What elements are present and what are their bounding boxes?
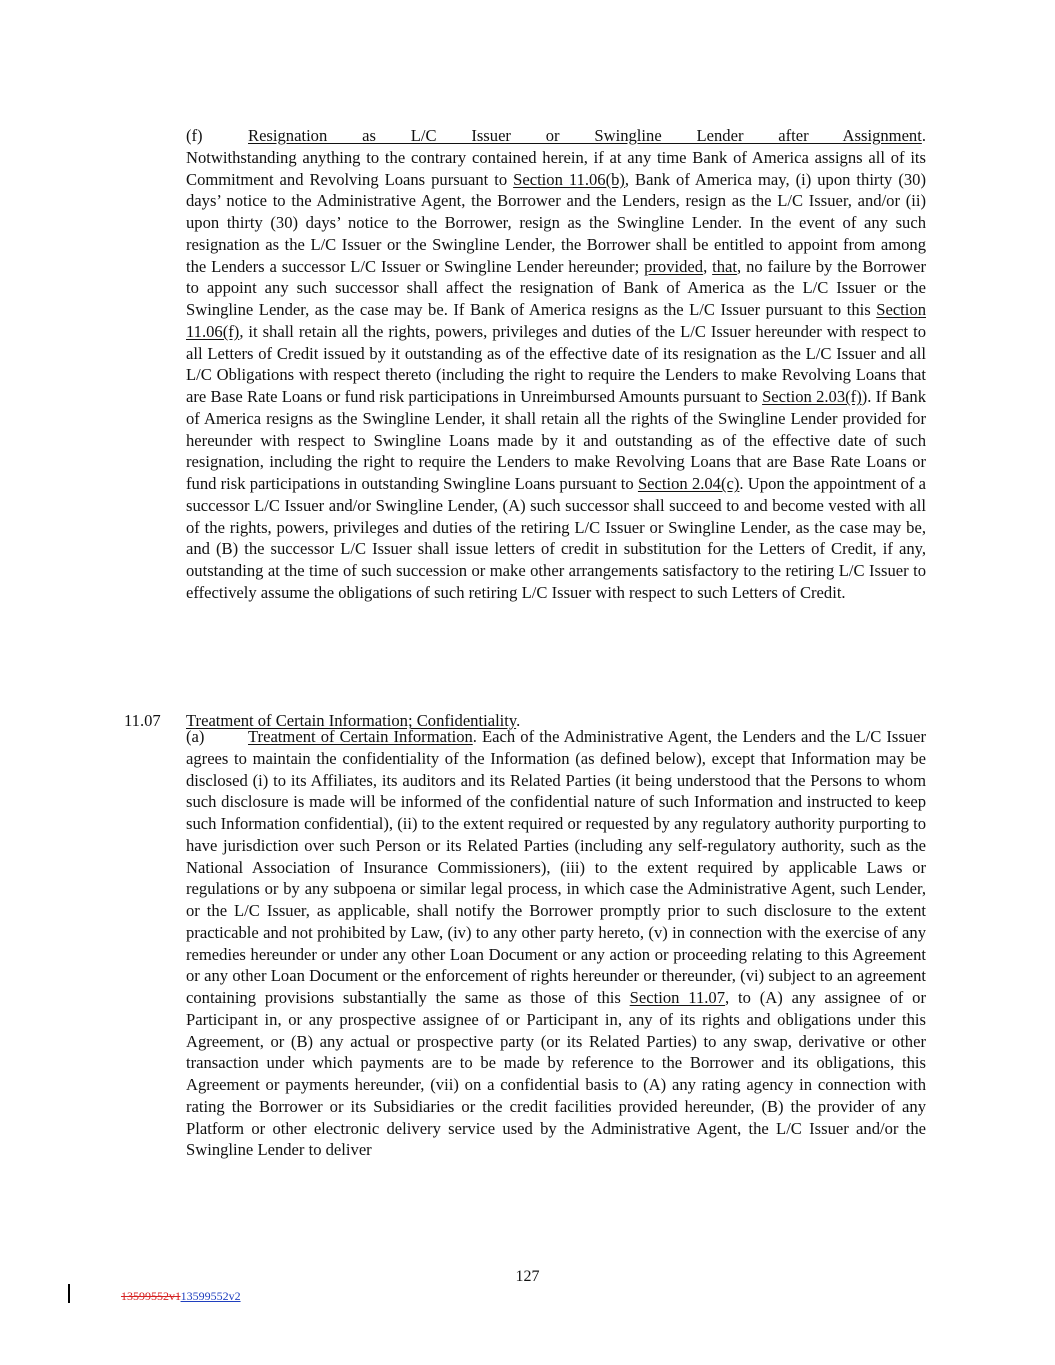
section-f-comma: , xyxy=(703,256,713,276)
document-id-new: 13599552v2 xyxy=(180,1289,241,1303)
section-a-title: Treatment of Certain Information xyxy=(248,727,473,746)
section-f-text-6: . Upon the appointment of a successor L/C Issuer and/or Swingline Lender, (A) such successor shall succeed to and become vested with all of the rights, powers, privileges and duties of the retiring L/C Issuer or Swingline Lender, as the case may be, and (B) the successor L/C Issuer shall issue letters of credit in substitution for the Letters of Credit, if any, outstanding at the time of such succession or make other arrangements satisfactory to the retiring L/C Issuer to effectively assume the obligations of such retiring L/C Issuer with respect to such Letters of Credit. xyxy=(186,474,926,602)
paragraph-section-a xyxy=(186,726,926,1161)
section-a-text-1: . Each of the Administrative Agent, the Lenders and the L/C Issuer agrees to maintain the confidentiality of the Information (as defined below), except that Information may be disclosed (i) to its Affiliates, its auditors and its Related Parties (it being understood that the Persons to whom such disclosure is made will be informed of the confidential nature of such Information and instructed to keep such Information confidential), (ii) to the extent required or requested by any regulatory authority purporting to have jurisdiction over such Person or its Related Parties (including any self-regulatory authority, such as the National Association of Insurance Commissioners), (iii) to the extent required by applicable Laws or regulations or by any subpoena or similar legal process, in which case the Administrative Agent, such Lender, or the L/C Issuer, as applicable, shall notify the Borrower promptly prior to such disclosure to the extent practicable and not prohibited by Law, (iv) to any other party hereto, (v) in connection with the exercise of any remedies hereunder or under any other Loan Document or any action or proceeding relating to this Agreement or any other Loan Document or the enforcement of rights hereunder or thereunder, (vi) subject to an agreement containing provisions substantially the same as those of this xyxy=(186,727,926,1007)
paragraph-section-f xyxy=(186,125,926,604)
section-a-text-2: , to (A) any assignee of or Participant in, or any prospective assignee of or Participant in, any of its rights and obligations under this Agreement, or (B) any actual or prospective party (or its Related Parties) to any swap, derivative or other transaction under which payments are to be made by reference to the Borrower and its obligations, this Agreement or payments hereunder, (vii) on a confidential basis to (A) any rating agency in connection with rating the Borrower or its Subsidiaries or the credit facilities provided hereunder, (B) the provider of any Platform or other electronic delivery service used by the Administrative Agent, the L/C Issuer and/or the Swingline Lender to deliver xyxy=(186,988,926,1160)
section-f-text-1: Notwithstanding anything to the contrary contained herein, if at any time Bank of America assigns all of its Commitment and Revolving Loans pursuant to xyxy=(186,147,926,189)
that-term: that xyxy=(712,256,738,276)
section-11-07-period: . xyxy=(516,711,521,730)
cross-reference-11-06-b: Section 11.06(b) xyxy=(513,169,625,189)
document-id-old: 13599552v1 xyxy=(121,1289,181,1303)
section-f-text-3: , no failure by the Borrower to appoint any such successor shall affect the resignation of Bank of America as the L/C Issuer or the Swingline Lender, as the case may be. If Bank of America resigns as the L/C Issuer pursuant to this xyxy=(186,256,926,319)
revision-change-bar xyxy=(68,1284,70,1303)
section-11-07-title: Treatment of Certain Information; Confidentiality xyxy=(186,711,517,730)
cross-reference-11-06-f: Section 11.06(f) xyxy=(186,300,926,341)
section-f-text-5: ). If Bank of America resigns as the Swingline Lender, it shall retain all the rights of the Swingline Lender provided for hereunder with respect to Swingline Loans made by it and outstanding as of the effective date of such resignation, including the right to require the Lenders to make Revolving Loans that are Base Rate Loans or fund risk participations in outstanding Swingline Loans pursuant to xyxy=(186,387,926,493)
section-f-heading-line: (f) Resignation as L/C Issuer or Swingline Lender after Assignment. xyxy=(186,126,926,145)
section-11-07-number: 11.07 xyxy=(124,711,161,730)
cross-reference-11-07: Section 11.07 xyxy=(629,988,726,1007)
provided-term: provided xyxy=(644,256,704,276)
section-f-text-4: , it shall retain all the rights, powers, privileges and duties of the L/C Issuer hereunder with respect to all Letters of Credit issued by it outstanding as of the effective date of its resignation as the L/C Issuer and all L/C Obligations with respect thereto (including the right to require the Lenders to make Revolving Loans that are Base Rate Loans or fund risk participations in Unreimbursed Amounts pursuant to xyxy=(186,321,926,406)
cross-reference-2-04-c: Section 2.04(c) xyxy=(637,474,740,493)
section-f-title: Resignation as L/C Issuer or Swingline Lender after Assignment xyxy=(248,126,922,145)
document-id xyxy=(121,1289,241,1304)
section-f-text-2: , Bank of America may, (i) upon thirty (30) days’ notice to the Administrative Agent, the Borrower and the Lenders, resign as the L/C Issuer, and/or (ii) upon thirty (30) days’ notice to the Borrower, resign as the Swingline Lender. In the event of any such resignation as the L/C Issuer or the Swingline Lender, the Borrower shall be entitled to appoint from among the Lenders a successor L/C Issuer or Swingline Lender hereunder; xyxy=(186,169,926,276)
cross-reference-2-03-f: Section 2.03(f) xyxy=(762,387,862,406)
section-a-label: (a) xyxy=(186,727,205,746)
section-f-label: (f) xyxy=(186,126,203,145)
page-number: 127 xyxy=(515,1268,540,1285)
